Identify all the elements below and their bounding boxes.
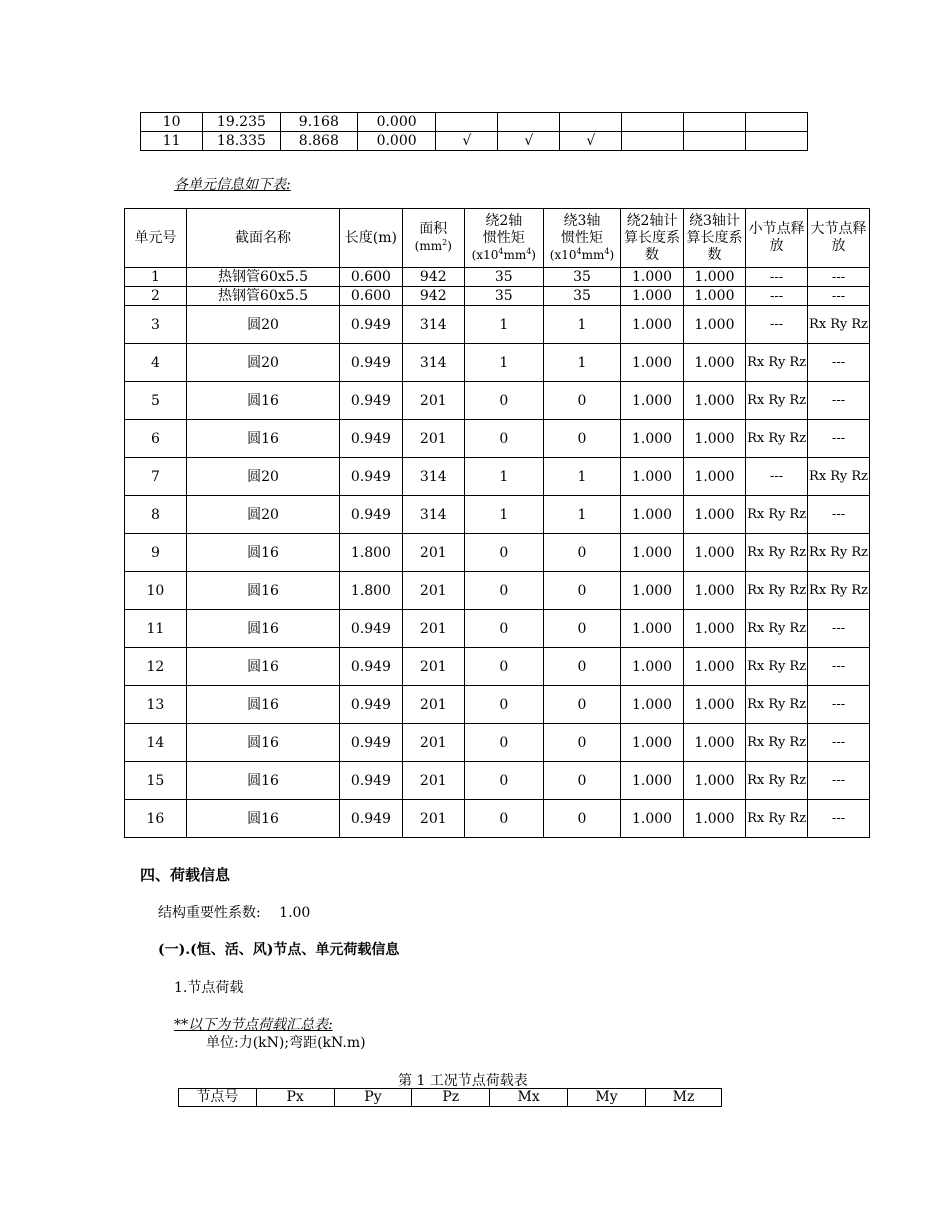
element-cell-i2: 0 (464, 610, 543, 648)
element-cell-big: Rx Ry Rz (808, 458, 870, 496)
element-cell-length: 0.949 (340, 496, 402, 534)
element-cell-big: --- (808, 610, 870, 648)
element-cell-no: 8 (125, 496, 187, 534)
element-cell-area: 201 (402, 724, 464, 762)
element-cell-i3: 0 (543, 534, 621, 572)
header-inertia-2: 绕2轴 惯性矩 $(x10^4mm^4)$ (464, 209, 543, 268)
node-table-body (141, 113, 808, 151)
element-cell-no: 7 (125, 458, 187, 496)
element-cell-i3: 0 (543, 762, 621, 800)
element-cell-area: 201 (402, 572, 464, 610)
element-cell-area: 201 (402, 648, 464, 686)
element-cell-no: 4 (125, 344, 187, 382)
element-cell-k2: 1.000 (621, 268, 683, 287)
element-cell-big: --- (808, 762, 870, 800)
element-cell-k3: 1.000 (683, 572, 745, 610)
element-cell-k2: 1.000 (621, 287, 683, 306)
header-inertia-3: 绕3轴 惯性矩 $(x10^4mm^4)$ (543, 209, 621, 268)
element-cell-length: 0.949 (340, 306, 402, 344)
element-cell-small: Rx Ry Rz (746, 762, 808, 800)
element-cell-section: 圆16 (186, 686, 339, 724)
element-cell-k2: 1.000 (621, 686, 683, 724)
node-cell (622, 132, 684, 151)
node-cell (560, 113, 622, 132)
element-cell-big: Rx Ry Rz (808, 534, 870, 572)
element-cell-section: 热钢管60x5.5 (186, 268, 339, 287)
importance-value: 1.00 (279, 905, 311, 921)
header-inertia-3-b: 惯性矩 (560, 229, 603, 246)
node-load-table (178, 1088, 722, 1107)
element-cell-i3: 0 (543, 420, 621, 458)
element-cell-length: 0.600 (340, 287, 402, 306)
element-cell-small: --- (746, 458, 808, 496)
header-big-node-release: 大节点释放 (808, 209, 870, 268)
element-cell-k2: 1.000 (621, 648, 683, 686)
load-header-cell: Mx (490, 1089, 568, 1107)
element-cell-length: 0.949 (340, 724, 402, 762)
element-cell-k3: 1.000 (683, 496, 745, 534)
element-cell-small: Rx Ry Rz (746, 496, 808, 534)
element-row (125, 458, 870, 496)
element-row (125, 724, 870, 762)
element-cell-i2: 1 (464, 306, 543, 344)
element-cell-k2: 1.000 (621, 382, 683, 420)
element-cell-area: 314 (402, 306, 464, 344)
element-row (125, 648, 870, 686)
element-cell-k3: 1.000 (683, 610, 745, 648)
element-cell-big: --- (808, 268, 870, 287)
element-cell-k3: 1.000 (683, 420, 745, 458)
element-cell-no: 5 (125, 382, 187, 420)
element-cell-k3: 1.000 (683, 287, 745, 306)
element-cell-no: 3 (125, 306, 187, 344)
element-row (125, 268, 870, 287)
element-cell-k3: 1.000 (683, 306, 745, 344)
element-cell-length: 0.600 (340, 268, 402, 287)
load-header-cell: Pz (412, 1089, 490, 1107)
element-cell-k2: 1.000 (621, 610, 683, 648)
element-cell-k2: 1.000 (621, 306, 683, 344)
element-cell-i3: 0 (543, 382, 621, 420)
element-cell-i3: 0 (543, 572, 621, 610)
element-cell-big: --- (808, 648, 870, 686)
header-length: 长度(m) (340, 209, 402, 268)
element-cell-no: 16 (125, 800, 187, 838)
element-cell-i2: 0 (464, 686, 543, 724)
element-cell-i2: 35 (464, 268, 543, 287)
header-inertia-2-unit-b: mm (503, 247, 527, 262)
element-cell-no: 1 (125, 268, 187, 287)
element-cell-section: 圆16 (186, 762, 339, 800)
element-cell-small: Rx Ry Rz (746, 382, 808, 420)
element-cell-area: 201 (402, 800, 464, 838)
element-cell-k2: 1.000 (621, 724, 683, 762)
summary-caption: **以下为节点荷载汇总表: (174, 1017, 333, 1033)
header-element-no: 单元号 (125, 209, 187, 268)
element-cell-area: 201 (402, 762, 464, 800)
header-inertia-3-unit-b: mm (581, 247, 605, 262)
header-inertia-2-b: 惯性矩 (482, 229, 525, 246)
element-row (125, 572, 870, 610)
element-row (125, 287, 870, 306)
element-table-header (125, 209, 870, 268)
element-cell-big: --- (808, 382, 870, 420)
element-cell-no: 12 (125, 648, 187, 686)
load-header-cell: Py (334, 1089, 412, 1107)
element-cell-k2: 1.000 (621, 534, 683, 572)
header-small-node-release: 小节点释放 (746, 209, 808, 268)
header-inertia-2-a: 绕2轴 (485, 212, 523, 229)
element-cell-i2: 0 (464, 382, 543, 420)
element-cell-area: 201 (402, 610, 464, 648)
element-cell-i2: 0 (464, 420, 543, 458)
element-cell-no: 14 (125, 724, 187, 762)
element-cell-section: 圆16 (186, 724, 339, 762)
element-cell-area: 314 (402, 458, 464, 496)
element-table-body (125, 268, 870, 838)
element-cell-small: Rx Ry Rz (746, 534, 808, 572)
node-cell: 19.235 (203, 113, 280, 132)
element-cell-k3: 1.000 (683, 268, 745, 287)
element-cell-i3: 0 (543, 800, 621, 838)
element-cell-section: 圆20 (186, 458, 339, 496)
element-cell-k2: 1.000 (621, 458, 683, 496)
element-cell-i2: 1 (464, 458, 543, 496)
element-cell-i2: 0 (464, 800, 543, 838)
node-load-title: 1.节点荷载 (174, 980, 244, 996)
element-table-caption: 各单元信息如下表: (174, 177, 291, 193)
element-cell-k3: 1.000 (683, 344, 745, 382)
node-cell (498, 113, 560, 132)
element-cell-i2: 0 (464, 572, 543, 610)
unit-line: 单位:力(kN);弯距(kN.m) (206, 1035, 366, 1051)
header-area: 面积 $(mm^2)$ (402, 209, 464, 268)
element-cell-length: 1.800 (340, 572, 402, 610)
element-table (124, 208, 870, 838)
element-cell-small: Rx Ry Rz (746, 648, 808, 686)
element-cell-no: 13 (125, 686, 187, 724)
element-cell-small: Rx Ry Rz (746, 420, 808, 458)
element-cell-big: --- (808, 287, 870, 306)
element-cell-i3: 1 (543, 458, 621, 496)
node-cell: √ (436, 132, 498, 151)
element-cell-big: --- (808, 686, 870, 724)
element-cell-big: Rx Ry Rz (808, 572, 870, 610)
element-cell-k2: 1.000 (621, 420, 683, 458)
node-cell: 10 (141, 113, 203, 132)
element-cell-i3: 1 (543, 496, 621, 534)
element-cell-i2: 1 (464, 344, 543, 382)
element-cell-i2: 0 (464, 648, 543, 686)
element-cell-length: 0.949 (340, 610, 402, 648)
element-row (125, 686, 870, 724)
element-cell-big: --- (808, 496, 870, 534)
element-cell-length: 0.949 (340, 648, 402, 686)
element-cell-area: 942 (402, 287, 464, 306)
element-cell-section: 圆20 (186, 344, 339, 382)
node-row (141, 113, 808, 132)
node-row (141, 132, 808, 151)
header-length-coef-3: 绕3轴计算长度系数 (683, 209, 745, 268)
element-cell-k3: 1.000 (683, 724, 745, 762)
element-row (125, 800, 870, 838)
element-cell-section: 圆20 (186, 306, 339, 344)
element-cell-section: 圆16 (186, 648, 339, 686)
element-cell-area: 201 (402, 686, 464, 724)
element-cell-big: --- (808, 344, 870, 382)
node-cell (684, 113, 746, 132)
header-section-name: 截面名称 (186, 209, 339, 268)
element-cell-no: 2 (125, 287, 187, 306)
element-cell-k2: 1.000 (621, 800, 683, 838)
element-cell-small: --- (746, 268, 808, 287)
header-area-unit: (mm (414, 239, 443, 253)
node-load-table-header (179, 1089, 722, 1107)
element-row (125, 610, 870, 648)
element-cell-k2: 1.000 (621, 762, 683, 800)
element-cell-k3: 1.000 (683, 534, 745, 572)
element-cell-i3: 0 (543, 610, 621, 648)
element-cell-area: 314 (402, 496, 464, 534)
element-cell-section: 圆20 (186, 496, 339, 534)
element-row (125, 344, 870, 382)
element-cell-section: 圆16 (186, 534, 339, 572)
element-row (125, 306, 870, 344)
element-cell-small: --- (746, 306, 808, 344)
element-row (125, 496, 870, 534)
load-header-cell: Mz (646, 1089, 722, 1107)
element-cell-no: 15 (125, 762, 187, 800)
element-cell-k3: 1.000 (683, 686, 745, 724)
header-area-label: 面积 (419, 221, 448, 237)
section-4-title: 四、荷载信息 (140, 866, 231, 884)
node-cell: 8.868 (280, 132, 357, 151)
element-row (125, 382, 870, 420)
node-cell: 0.000 (357, 132, 435, 151)
element-cell-i2: 0 (464, 534, 543, 572)
element-cell-big: --- (808, 420, 870, 458)
element-cell-length: 1.800 (340, 534, 402, 572)
element-cell-section: 圆16 (186, 420, 339, 458)
element-cell-length: 0.949 (340, 800, 402, 838)
element-cell-k2: 1.000 (621, 344, 683, 382)
node-cell (746, 132, 808, 151)
node-cell (622, 113, 684, 132)
element-cell-small: Rx Ry Rz (746, 800, 808, 838)
element-cell-i2: 0 (464, 724, 543, 762)
element-cell-small: Rx Ry Rz (746, 724, 808, 762)
element-cell-area: 201 (402, 382, 464, 420)
element-cell-i2: 0 (464, 762, 543, 800)
element-row (125, 534, 870, 572)
element-cell-area: 942 (402, 268, 464, 287)
node-cell: 9.168 (280, 113, 357, 132)
node-cell (436, 113, 498, 132)
element-row (125, 762, 870, 800)
element-cell-length: 0.949 (340, 762, 402, 800)
element-cell-i3: 35 (543, 268, 621, 287)
element-cell-i3: 0 (543, 724, 621, 762)
element-cell-section: 热钢管60x5.5 (186, 287, 339, 306)
element-cell-small: Rx Ry Rz (746, 572, 808, 610)
header-length-coef-2: 绕2轴计算长度系数 (621, 209, 683, 268)
node-table (140, 112, 808, 151)
element-cell-small: Rx Ry Rz (746, 610, 808, 648)
load-header-cell: My (568, 1089, 646, 1107)
node-cell (746, 113, 808, 132)
element-cell-big: Rx Ry Rz (808, 306, 870, 344)
node-cell: √ (560, 132, 622, 151)
element-cell-k3: 1.000 (683, 648, 745, 686)
node-cell: 0.000 (357, 113, 435, 132)
element-cell-big: --- (808, 800, 870, 838)
element-cell-small: --- (746, 287, 808, 306)
node-cell: √ (498, 132, 560, 151)
element-cell-length: 0.949 (340, 344, 402, 382)
element-cell-i3: 0 (543, 648, 621, 686)
header-inertia-2-unit: (x10 (471, 247, 499, 262)
node-cell (684, 132, 746, 151)
element-cell-length: 0.949 (340, 382, 402, 420)
element-cell-no: 6 (125, 420, 187, 458)
element-cell-k3: 1.000 (683, 762, 745, 800)
node-cell: 18.335 (203, 132, 280, 151)
element-cell-i2: 35 (464, 287, 543, 306)
element-cell-i3: 1 (543, 344, 621, 382)
element-cell-small: Rx Ry Rz (746, 686, 808, 724)
element-cell-big: --- (808, 724, 870, 762)
element-cell-k3: 1.000 (683, 458, 745, 496)
element-cell-k2: 1.000 (621, 496, 683, 534)
element-cell-area: 201 (402, 420, 464, 458)
load-header-cell: 节点号 (179, 1089, 257, 1107)
node-cell: 11 (141, 132, 203, 151)
element-cell-area: 201 (402, 534, 464, 572)
element-cell-k3: 1.000 (683, 800, 745, 838)
importance-label: 结构重要性系数: (158, 905, 261, 921)
element-cell-length: 0.949 (340, 458, 402, 496)
element-cell-no: 9 (125, 534, 187, 572)
element-cell-small: Rx Ry Rz (746, 344, 808, 382)
element-cell-length: 0.949 (340, 686, 402, 724)
element-cell-no: 11 (125, 610, 187, 648)
element-cell-no: 10 (125, 572, 187, 610)
subsection-title: (一).(恒、活、风)节点、单元荷载信息 (158, 942, 400, 958)
element-cell-area: 314 (402, 344, 464, 382)
element-cell-k2: 1.000 (621, 572, 683, 610)
element-cell-k3: 1.000 (683, 382, 745, 420)
element-cell-section: 圆16 (186, 382, 339, 420)
element-cell-i3: 1 (543, 306, 621, 344)
header-inertia-3-unit: (x10 (549, 247, 577, 262)
load-header-cell: Px (256, 1089, 334, 1107)
element-cell-i3: 0 (543, 686, 621, 724)
element-cell-i3: 35 (543, 287, 621, 306)
element-row (125, 420, 870, 458)
case-title: 第 1 工况节点荷载表 (398, 1073, 528, 1089)
header-inertia-3-a: 绕3轴 (563, 212, 601, 229)
element-cell-i2: 1 (464, 496, 543, 534)
importance-line (158, 902, 310, 922)
element-cell-section: 圆16 (186, 800, 339, 838)
element-cell-section: 圆16 (186, 610, 339, 648)
element-cell-section: 圆16 (186, 572, 339, 610)
element-cell-length: 0.949 (340, 420, 402, 458)
